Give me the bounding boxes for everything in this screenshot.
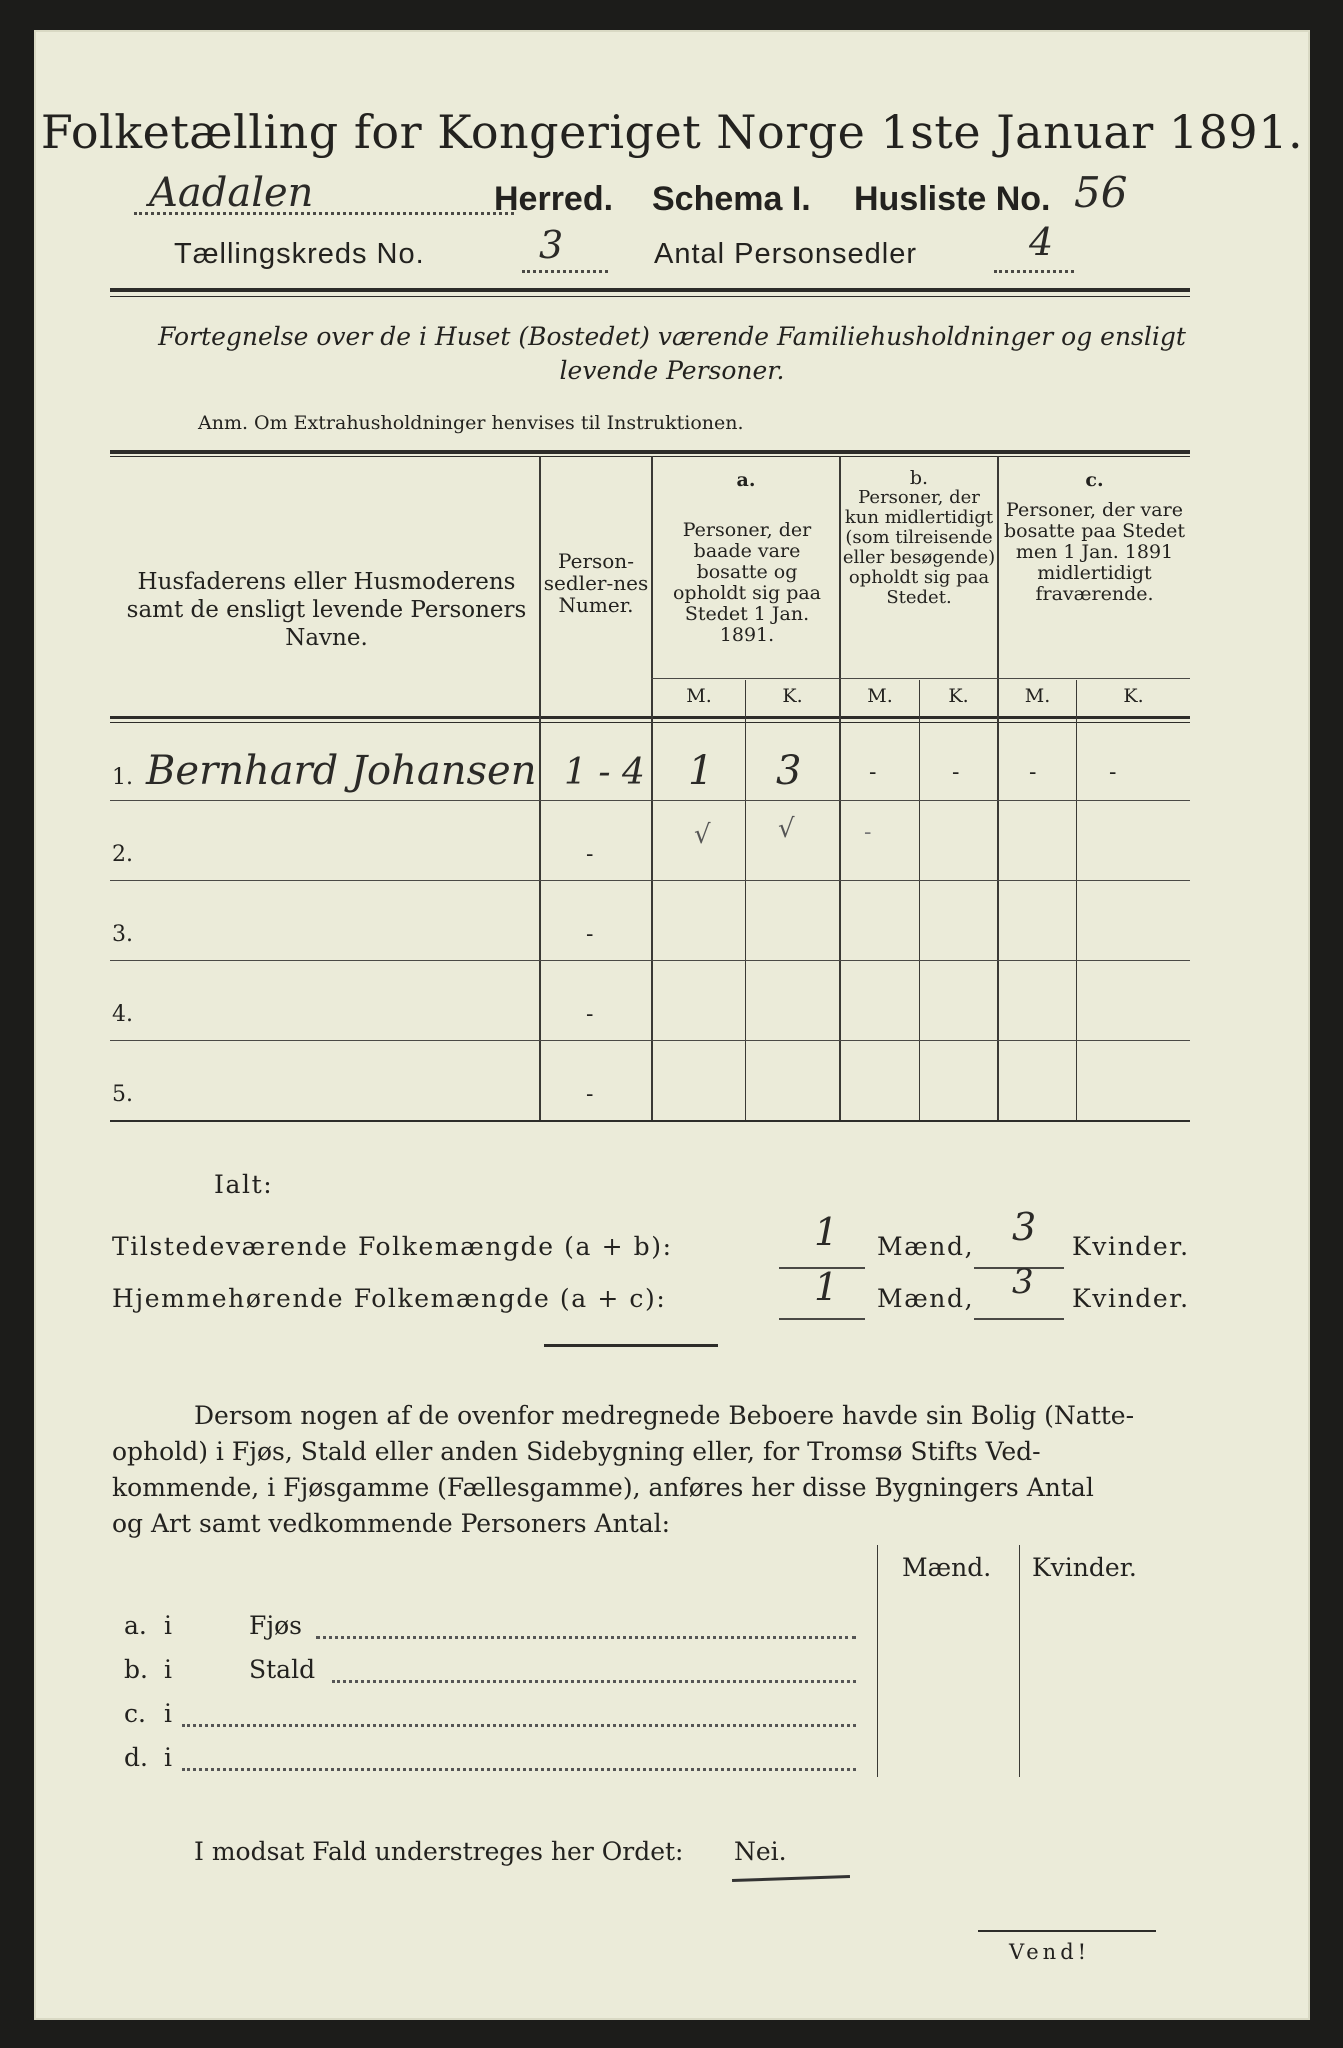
col-header-a: Personer, der baade vare bosatte og opholdt sig paa Stedet 1 Jan. 1891. bbox=[672, 519, 822, 646]
row-rule-3 bbox=[110, 960, 1190, 961]
footer-text: I modsat Fald understreges her Ordet: bbox=[194, 1837, 684, 1866]
building-a-letter: a. bbox=[124, 1611, 147, 1640]
col-sep-b bbox=[997, 456, 999, 1120]
total-present-maend: 1 bbox=[814, 1210, 839, 1254]
col-header-c: Personer, der vare bosatte paa Stedet men 1 Jan. 1891 midlertidigt fraværende. bbox=[1003, 499, 1186, 605]
row-4-number: 4. bbox=[112, 1002, 133, 1027]
buildings-col-sep-2 bbox=[1019, 1545, 1020, 1777]
a-k-label: K. bbox=[782, 685, 803, 707]
footer-nei: Nei. bbox=[734, 1837, 787, 1866]
intro-line-2: levende Personer. bbox=[559, 356, 785, 385]
building-a-i: i bbox=[164, 1611, 172, 1640]
row-3-numer: - bbox=[586, 922, 594, 947]
a-m-label: M. bbox=[686, 685, 712, 707]
col-header-names: Husfaderens eller Husmoderens samt de ensligt levende Personers Navne. bbox=[126, 569, 527, 651]
building-b-label: Stald bbox=[249, 1655, 316, 1684]
table-bottom-rule bbox=[110, 1120, 1190, 1122]
row-1-b-k: - bbox=[952, 760, 960, 785]
buildings-paragraph-line-1: Dersom nogen af de ovenfor medregnede Beboere havde sin Bolig (Natte- bbox=[194, 1401, 1135, 1430]
row-2-number: 2. bbox=[112, 842, 133, 867]
building-c-i: i bbox=[164, 1699, 172, 1728]
total-resident-maend-label: Mænd, bbox=[877, 1284, 975, 1313]
row-5-numer: - bbox=[586, 1082, 594, 1107]
total-resident-kvinder-line bbox=[974, 1318, 1064, 1320]
buildings-col-kvinder: Kvinder. bbox=[1032, 1553, 1137, 1582]
col-sep-c-mk bbox=[1076, 680, 1077, 1120]
total-resident-label: Hjemmehørende Folkemængde (a + c): bbox=[112, 1284, 667, 1313]
kreds-label: Tællingskreds No. bbox=[174, 238, 425, 270]
table-header-bottom-rule-thin bbox=[110, 722, 1190, 723]
total-resident-maend-line bbox=[779, 1318, 865, 1320]
building-c-dots bbox=[182, 1724, 856, 1727]
buildings-paragraph-line-4: og Art samt vedkommende Personers Antal: bbox=[112, 1509, 671, 1538]
buildings-paragraph-line-2: ophold) i Fjøs, Stald eller anden Sidebygning eller, for Tromsø Stifts Ved- bbox=[112, 1437, 1041, 1466]
col-c-letter: c. bbox=[1085, 469, 1104, 491]
row-4-numer: - bbox=[586, 1002, 594, 1027]
c-m-label: M. bbox=[1024, 685, 1051, 707]
total-resident-kvinder-label: Kvinder. bbox=[1072, 1284, 1190, 1313]
building-b-i: i bbox=[164, 1655, 172, 1684]
row-2-a-m: √ bbox=[694, 820, 711, 850]
building-c-letter: c. bbox=[124, 1699, 146, 1728]
row-1-c-m: - bbox=[1029, 760, 1037, 785]
census-form-sheet bbox=[34, 30, 1310, 2020]
total-present-kvinder-label: Kvinder. bbox=[1072, 1232, 1190, 1261]
husliste-value: 56 bbox=[1074, 168, 1128, 217]
col-header-numer: Person-sedler-nes Numer. bbox=[543, 549, 649, 617]
row-1-b-m: - bbox=[869, 760, 877, 785]
col-a-letter: a. bbox=[736, 469, 756, 491]
building-b-dots bbox=[332, 1680, 856, 1683]
row-2-a-k: √ bbox=[778, 814, 795, 844]
row-rule-2 bbox=[110, 880, 1190, 881]
buildings-paragraph-line-3: kommende, i Fjøsgamme (Fællesgamme), anføres her disse Bygningers Antal bbox=[112, 1473, 1094, 1502]
row-rule-1 bbox=[110, 800, 1190, 801]
antal-label: Antal Personsedler bbox=[654, 238, 918, 270]
row-1-a-m: 1 bbox=[688, 748, 714, 794]
row-1-name: Bernhard Johansen bbox=[146, 748, 537, 794]
antal-value: 4 bbox=[1029, 220, 1054, 264]
vend-rule bbox=[978, 1930, 1156, 1932]
mk-header-rule bbox=[651, 678, 1190, 679]
row-5-number: 5. bbox=[112, 1082, 133, 1107]
schema-label: Schema I. bbox=[652, 180, 811, 218]
buildings-col-sep-1 bbox=[877, 1545, 878, 1777]
building-a-label: Fjøs bbox=[249, 1611, 302, 1640]
building-d-i: i bbox=[164, 1743, 172, 1772]
total-present-maend-label: Mænd, bbox=[877, 1232, 975, 1261]
buildings-col-maend: Mænd. bbox=[902, 1553, 992, 1582]
col-header-b: Personer, der kun midlertidigt (som tilreisende eller besøgende) opholdt sig paa Stedet. bbox=[842, 487, 996, 608]
col-sep-names bbox=[539, 456, 541, 1120]
intro-line-1: Fortegnelse over de i Huset (Bostedet) værende Familiehusholdninger og ensligt bbox=[158, 322, 1186, 351]
vend-label: Vend! bbox=[1009, 1940, 1091, 1964]
anm-note: Anm. Om Extrahusholdninger henvises til Instruktionen. bbox=[198, 412, 744, 434]
building-b-letter: b. bbox=[124, 1655, 148, 1684]
kreds-value: 3 bbox=[539, 223, 564, 267]
total-present-kvinder: 3 bbox=[1012, 1205, 1037, 1249]
building-d-letter: d. bbox=[124, 1743, 148, 1772]
header-rule-thick bbox=[110, 288, 1190, 292]
b-k-label: K. bbox=[948, 685, 969, 707]
row-3-number: 3. bbox=[112, 922, 133, 947]
building-d-dots bbox=[182, 1768, 856, 1771]
husliste-label: Husliste No. bbox=[854, 180, 1051, 218]
row-1-number: 1. bbox=[112, 765, 133, 790]
row-2-numer: - bbox=[586, 842, 594, 867]
col-sep-b-mk bbox=[919, 680, 920, 1120]
row-2-b-m: - bbox=[864, 820, 872, 845]
herred-label: Herred. bbox=[494, 180, 614, 218]
total-present-label: Tilstedeværende Folkemængde (a + b): bbox=[112, 1232, 673, 1261]
row-rule-4 bbox=[110, 1040, 1190, 1041]
herred-dotted-line bbox=[134, 212, 514, 215]
total-resident-maend: 1 bbox=[814, 1265, 839, 1309]
table-top-rule bbox=[110, 450, 1190, 454]
col-b-letter: b. bbox=[909, 467, 929, 489]
b-m-label: M. bbox=[867, 685, 893, 707]
row-1-c-k: - bbox=[1109, 760, 1117, 785]
antal-dotted-line bbox=[994, 270, 1074, 273]
herred-value: Aadalen bbox=[149, 170, 314, 216]
table-header-bottom-rule bbox=[110, 716, 1190, 719]
footer-nei-underline bbox=[732, 1875, 850, 1882]
building-a-dots bbox=[316, 1636, 856, 1639]
col-sep-a-mk bbox=[745, 680, 746, 1120]
col-sep-numer bbox=[651, 456, 653, 1120]
table-top-rule-thin bbox=[110, 456, 1190, 457]
header-rule-thin bbox=[110, 296, 1190, 297]
total-resident-kvinder: 3 bbox=[1012, 1262, 1034, 1302]
section-divider bbox=[544, 1344, 718, 1347]
form-title: Folketælling for Kongeriget Norge 1ste Januar 1891. bbox=[40, 105, 1304, 159]
kreds-dotted-line bbox=[522, 270, 608, 273]
row-1-numer: 1 - 4 bbox=[564, 752, 645, 793]
ialt-label: Ialt: bbox=[214, 1170, 274, 1199]
row-1-a-k: 3 bbox=[776, 748, 802, 794]
c-k-label: K. bbox=[1123, 685, 1144, 707]
